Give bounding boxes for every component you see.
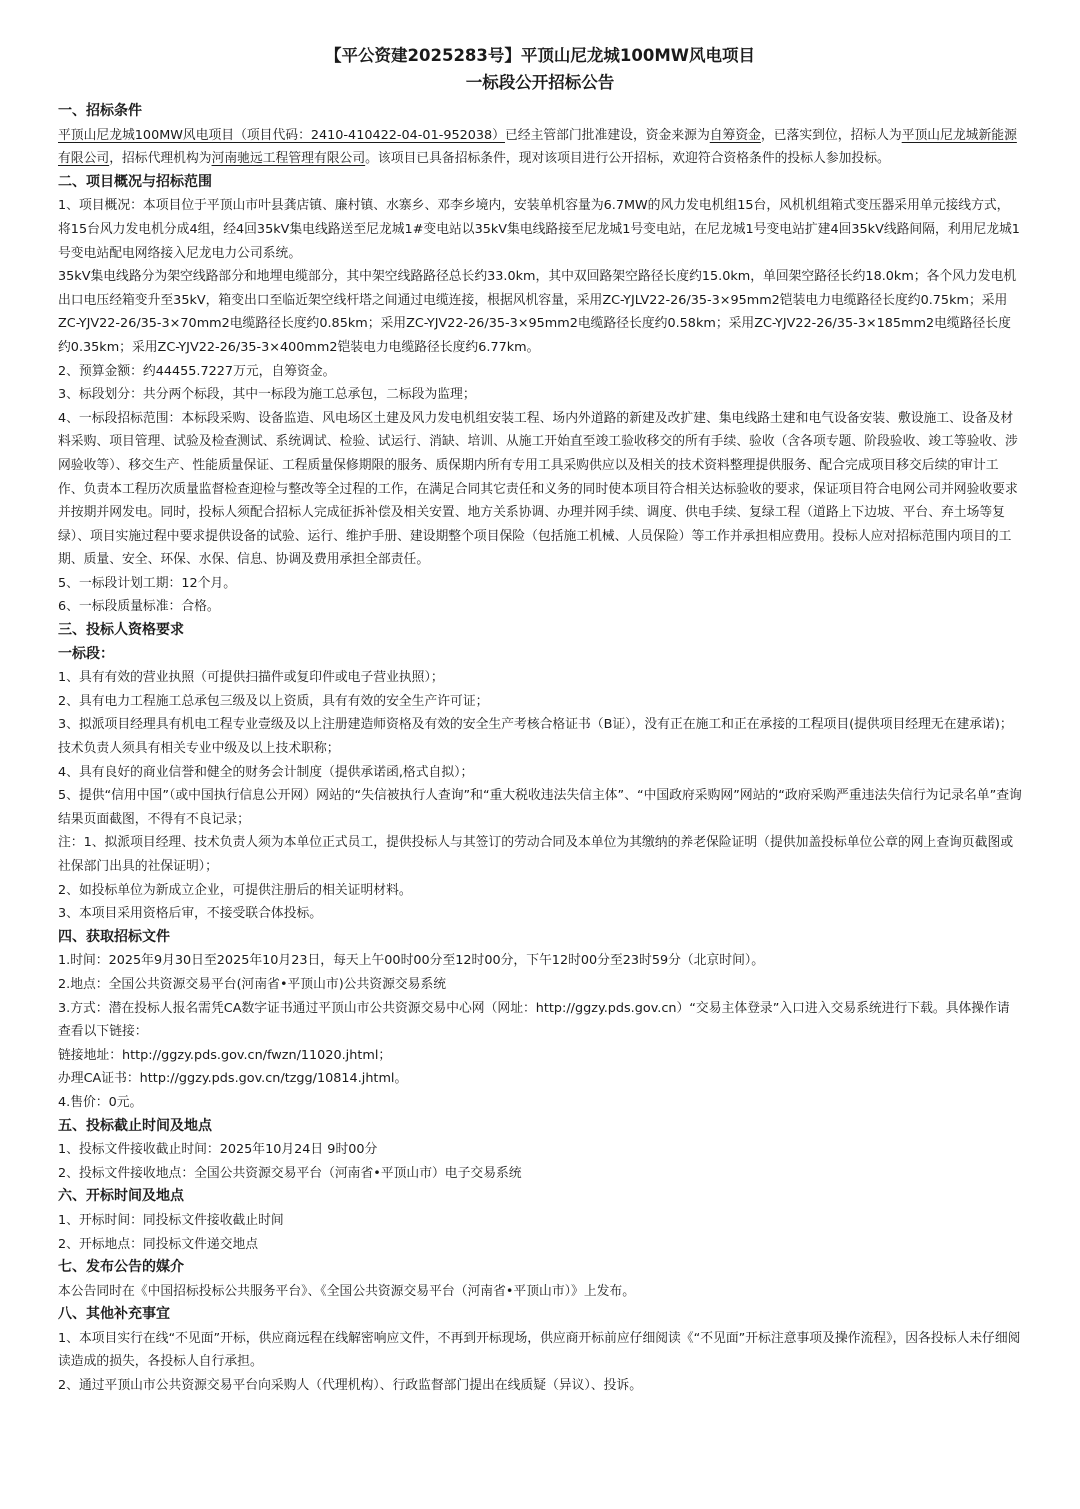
lot1-quality-line: 6、一标段质量标准：合格。 xyxy=(58,599,220,615)
section-heading-publication-media: 七、发布公告的媒介 xyxy=(58,1259,184,1276)
agency-name: 河南驰远工程管理有限公司 xyxy=(211,151,366,167)
section-heading-project-overview: 二、项目概况与招标范围 xyxy=(58,173,212,190)
publication-media-line: 本公告同时在《中国招标投标公共服务平台》、《全国公共资源交易平台（河南省•平顶山市）》上发布。 xyxy=(58,1283,636,1299)
fund-source: 自筹资金 xyxy=(709,127,761,143)
lot1-subheading: 一标段： xyxy=(58,645,114,662)
opening-time-line: 1、开标时间：同投标文件接收截止时间 xyxy=(58,1212,284,1228)
qualification-item: 5、提供“信用中国”（或中国执行信息公开网）网站的“失信被执行人查询”和“重大税收违法失信主体”、“中国政府采购网”网站的“政府采购严重违法失信行为记录名单”查询结果页面截图，不得有不良记录； xyxy=(58,788,1022,827)
tender-conditions-paragraph xyxy=(58,124,1022,171)
qualification-item: 4、具有良好的商业信誉和健全的财务会计制度（提供承诺函,格式自拟）； xyxy=(58,764,474,780)
qualification-item: 1、具有有效的营业执照（可提供扫描件或复印件或电子营业执照）； xyxy=(58,670,444,686)
text-fragment: ，招标代理机构为 xyxy=(109,151,212,167)
section-heading-tender-conditions: 一、招标条件 xyxy=(58,103,142,119)
section-heading-bidder-qualification: 三、投标人资格要求 xyxy=(58,622,184,639)
lot1-scope-paragraph: 4、一标段招标范围：本标段采购、设备监造、风电场区土建及风力发电机组安装工程、场内外道路的新建及改扩建、集电线路土建和电气设备安装、敷设施工、设备及材料采购、项目管理、试验及检查测试、系统调试、检验、试运行、消缺、培训、从施工开始直至竣工验收移交的所有手续、验收（含各项专题、阶段验收、竣工等验收、涉网验收等）、移交生产、性能质量保证、工程质量保修期限的服务、质保期内所有专用工具采购供应以及相关的技术资料整理提供服务、配合完成项目移交后续的审计工作、负责本工程历次质量监督检查迎检与整改等全过程的工作，在满足合同其它责任和义务的同时使本项目符合相关达标验收的要求，保证项目符合电网公司并网验收要求并按期并网发电。同时，投标人须配合招标人完成征拆补偿及相关安置、地方关系协调、办理并网手续、调度、供电手续、复绿工程（道路上下边坡、平台、弃土场等复绿）、项目实施过程中要求提供设备的试验、运行、维护手册、建设期整个项目保险（包括施工机械、人员保险）等工作并承担相应费用。投标人应对招标范围内项目的工期、质量、安全、环保、水保、信息、协调及费用承担全部责任。 xyxy=(58,410,1018,568)
section-heading-bid-opening: 六、开标时间及地点 xyxy=(58,1188,184,1205)
other-matter-item: 1、本项目实行在线“不见面”开标，供应商远程在线解密响应文件，不再到开标现场，供应商开标前应仔细阅读《“不见面”开标注意事项及操作流程》，因各投标人未仔细阅读造成的损失，各投标人自行承担。 xyxy=(58,1330,1021,1370)
section-heading-other-matters: 八、其他补充事宜 xyxy=(58,1306,170,1323)
text-fragment: 。该项目已具备招标条件，现对该项目进行公开招标，欢迎符合资格条件的投标人参加投标。 xyxy=(365,151,890,167)
ca-certificate-link-line[interactable]: 办理CA证书：http://ggzy.pds.gov.cn/tzgg/10814.jhtml。 xyxy=(58,1071,408,1087)
project-overview-paragraph: 1、项目概况：本项目位于平顶山市叶县龚店镇、廉村镇、水寨乡、邓李乡境内，安装单机容量为6.7MW的风力发电机组15台，风机机组箱式变压器采用单元接线方式，将15台风力发电机分成4组，经4回35kV集电线路送至尼龙城1#变电站以35kV集电线路接至尼龙城1号变电站，在尼龙城1号变电站扩建4回35kV线路间隔，利用尼龙城1号变电站配电网络接入尼龙电力公司系统。 xyxy=(58,198,1020,261)
obtain-location-line: 2.地点：全国公共资源交易平台(河南省•平顶山市)公共资源交易系统 xyxy=(58,976,447,992)
obtain-time-line: 1.时间：2025年9月30日至2025年10月23日，每天上午00时00分至12时00分，下午12时00分至23时59分（北京时间）。 xyxy=(58,953,765,969)
qualification-item: 3、拟派项目经理具有机电工程专业壹级及以上注册建造师资格及有效的安全生产考核合格证书（B证），没有正在施工和正在承接的工程项目(提供项目经理无在建承诺)；技术负责人须具有相关专业中级及以上技术职称； xyxy=(58,717,1013,757)
lot1-duration-line: 5、一标段计划工期：12个月。 xyxy=(58,575,236,591)
document-title-line2: 一标段公开招标公告 xyxy=(465,73,615,92)
qualification-item: 2、具有电力工程施工总承包三级及以上资质，具有有效的安全生产许可证； xyxy=(58,693,489,709)
link-address-line[interactable]: 链接地址：http://ggzy.pds.gov.cn/fwzn/11020.jhtml； xyxy=(58,1047,392,1063)
opening-location-line: 2、开标地点：同投标文件递交地点 xyxy=(58,1236,259,1252)
project-name: 平顶山尼龙城100MW风电项目（项目代码：2410-410422-04-01-952038） xyxy=(58,127,505,143)
obtain-method-paragraph: 3.方式：潜在投标人报名需凭CA数字证书通过平顶山市公共资源交易中心网（网址：http://ggzy.pds.gov.cn）“交易主体登录”入口进入交易系统进行下载。具体操作请查看以下链接： xyxy=(58,1000,1010,1040)
section-heading-obtain-documents: 四、获取招标文件 xyxy=(58,928,170,945)
qualification-note: 注：1、拟派项目经理、技术负责人须为本单位正式员工，提供投标人与其签订的劳动合同及本单位为其缴纳的养老保险证明（提供加盖投标单位公章的网上查询页截图或社保部门出具的社保证明）； xyxy=(58,835,1014,874)
text-fragment: ，已落实到位，招标人为 xyxy=(760,127,902,143)
text-fragment: 已经主管部门批准建设，资金来源为 xyxy=(504,127,710,143)
other-matter-item: 2、通过平顶山市公共资源交易平台向采购人（代理机构）、行政监督部门提出在线质疑（异议）、投诉。 xyxy=(58,1378,642,1394)
budget-line: 2、预算金额：约44455.7227万元，自筹资金。 xyxy=(58,363,336,379)
qualification-note: 2、如投标单位为新成立企业，可提供注册后的相关证明材料。 xyxy=(58,882,412,898)
tenderee-name: 平顶山尼龙城新能源有限公司 xyxy=(58,127,1017,167)
lot-division-line: 3、标段划分：共分两个标段，其中一标段为施工总承包，二标段为监理； xyxy=(58,387,476,403)
price-line: 4.售价：0元。 xyxy=(58,1094,143,1110)
bid-deadline-line: 1、投标文件接收截止时间：2025年10月24日 9时00分 xyxy=(58,1142,378,1158)
collector-line-paragraph: 35kV集电线路分为架空线路部分和地埋电缆部分，其中架空线路路径总长约33.0km，其中双回路架空路径长度约15.0km，单回架空路径长约18.0km；各个风力发电机出口电压经箱变升至35kV，箱变出口至临近架空线杆塔之间通过电缆连接，根据风机容量，采用ZC-YJLV22-26/35-3×95mm2铠装电力电缆路径长度约0.75km；采用ZC-YJV22-26/35-3×70mm2电缆路径长度约0.85km；采用ZC-YJV22-26/35-3×95mm2电缆路径长度约0.58km；采用ZC-YJV22-26/35-3×185mm2电缆路径长度约0.35km；采用ZC-YJV22-26/35-3×400mm2铠装电力电缆路径长度约6.77km。 xyxy=(58,269,1017,355)
section-heading-bid-deadline: 五、投标截止时间及地点 xyxy=(58,1117,212,1134)
document-title-line1: 【平公资建2025283号】平顶山尼龙城100MW风电项目 xyxy=(325,46,755,65)
bid-location-line: 2、投标文件接收地点：全国公共资源交易平台（河南省•平顶山市）电子交易系统 xyxy=(58,1165,522,1181)
qualification-note: 3、本项目采用资格后审，不接受联合体投标。 xyxy=(58,906,323,922)
